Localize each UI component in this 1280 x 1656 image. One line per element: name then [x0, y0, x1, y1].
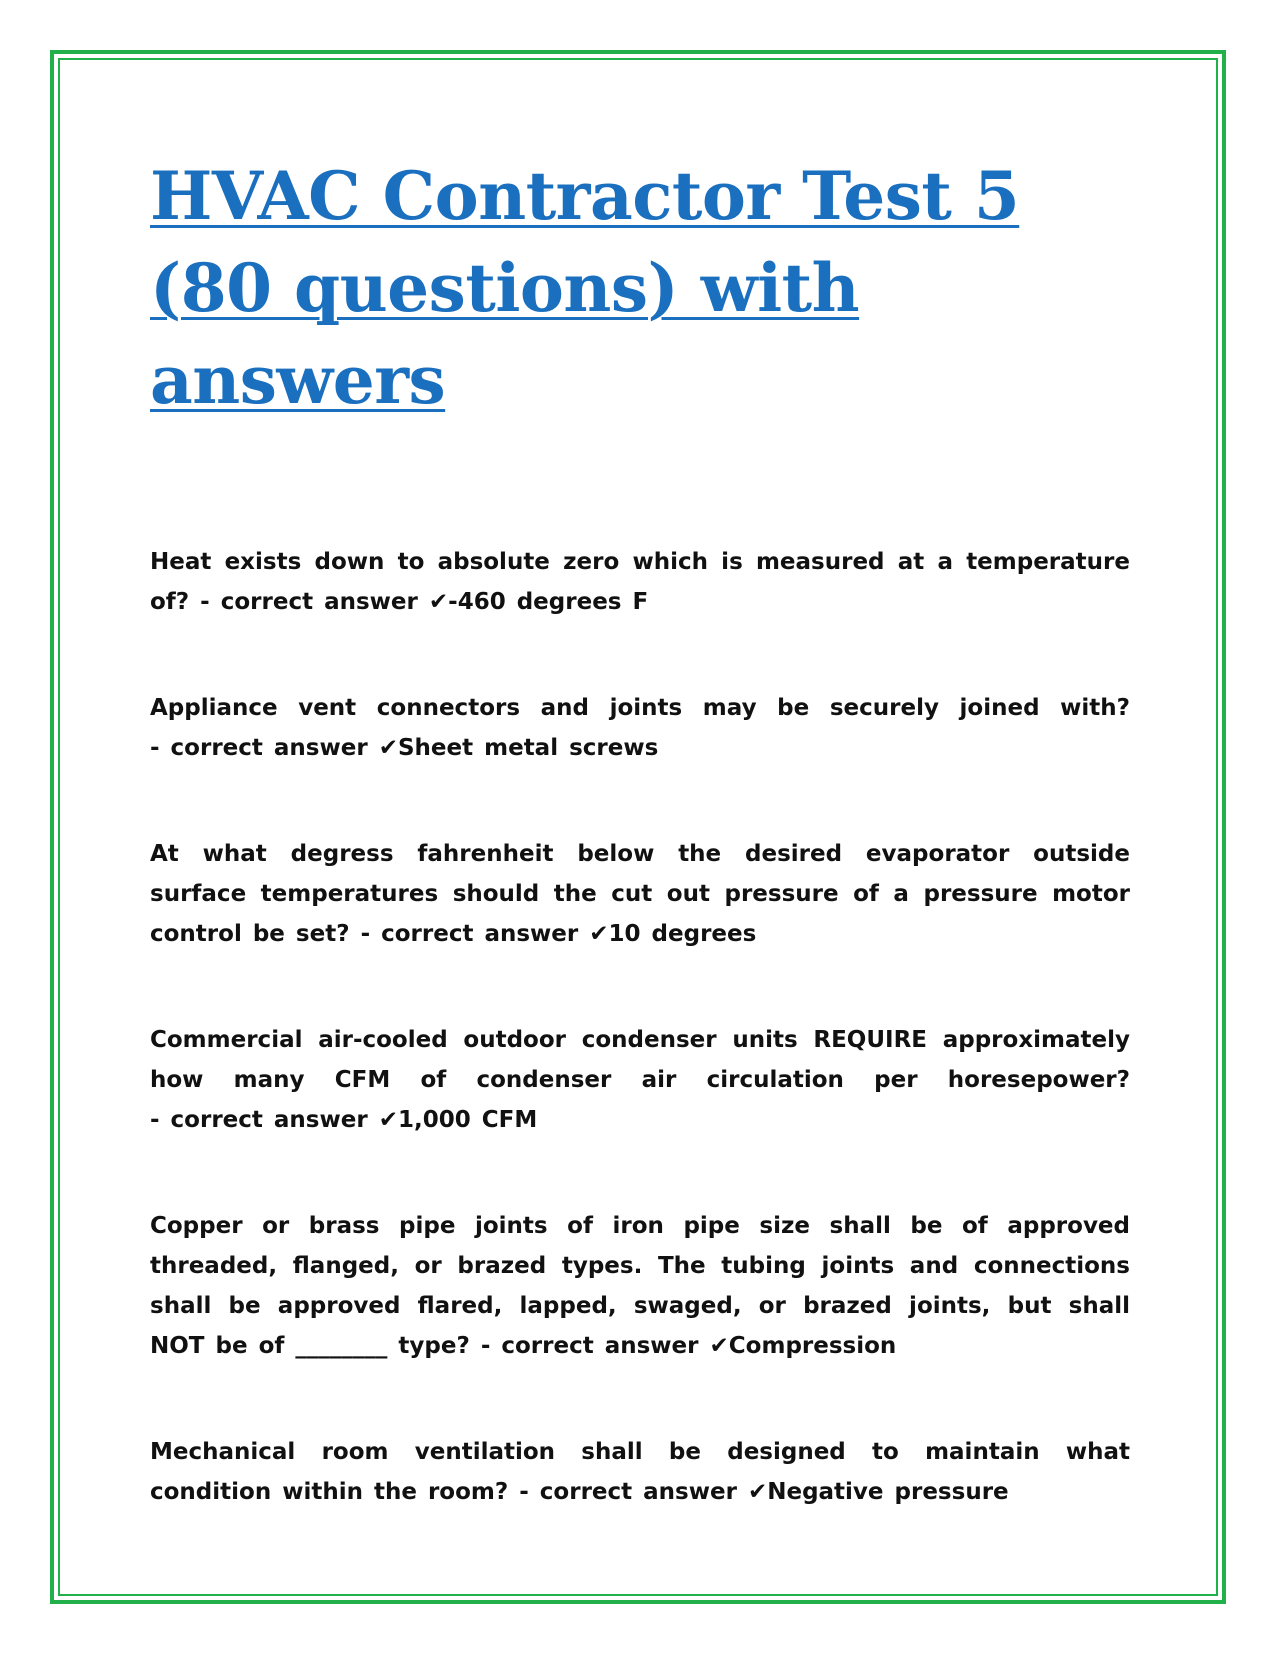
question-text: At what degress fahrenheit below the desired evaporator outside surface temperatures should the cut out pressure of a pressure motor control be set? [150, 841, 1130, 947]
check-mark-icon: ✔ [589, 921, 609, 947]
answer-prefix: - correct answer [200, 589, 418, 615]
answer-prefix: - correct answer [150, 735, 368, 761]
qa-item [150, 1432, 1130, 1512]
question-text: Heat exists down to absolute zero which is measured at a temperature of? [150, 549, 1130, 615]
answer-text: Compression [728, 1333, 897, 1359]
question-text: Mechanical room ventilation shall be designed to maintain what condition within the room? [150, 1439, 1130, 1505]
qa-item [150, 688, 1130, 768]
check-mark-icon: ✔ [428, 589, 449, 615]
qa-item [150, 834, 1130, 954]
answer-text: 1,000 CFM [397, 1107, 538, 1133]
question-text: Appliance vent connectors and joints may be securely joined with? [150, 695, 1130, 721]
document-title: HVAC Contractor Test 5 (80 questions) with answers [150, 157, 1020, 419]
question-text: Copper or brass pipe joints of iron pipe size shall be of approved threaded, flanged, or brazed types. The tubing joints and connections shall be approved flared, lapped, swaged, or brazed joints, but shall NOT be of ________ type? [150, 1213, 1130, 1359]
qa-item [150, 1206, 1130, 1366]
answer-text: Negative pressure [767, 1479, 1009, 1505]
answer-prefix: - correct answer [360, 921, 579, 947]
answer-prefix: - correct answer [150, 1107, 368, 1133]
check-mark-icon: ✔ [378, 1107, 398, 1133]
answer-text: -460 degrees F [448, 589, 649, 615]
check-mark-icon: ✔ [378, 735, 398, 761]
check-mark-icon: ✔ [747, 1479, 768, 1505]
question-text: Commercial air-cooled outdoor condenser units REQUIRE approximately how many CFM of condenser air circulation per horesepower? [150, 1027, 1130, 1093]
qa-item [150, 1020, 1130, 1140]
answer-prefix: - correct answer [480, 1333, 699, 1359]
answer-prefix: - correct answer [519, 1479, 737, 1505]
answer-text: 10 degrees [608, 921, 757, 947]
check-mark-icon: ✔ [709, 1333, 729, 1359]
qa-item [150, 542, 1130, 622]
question-list [150, 542, 1130, 1512]
answer-text: Sheet metal screws [397, 735, 659, 761]
document-content [150, 150, 1130, 1578]
